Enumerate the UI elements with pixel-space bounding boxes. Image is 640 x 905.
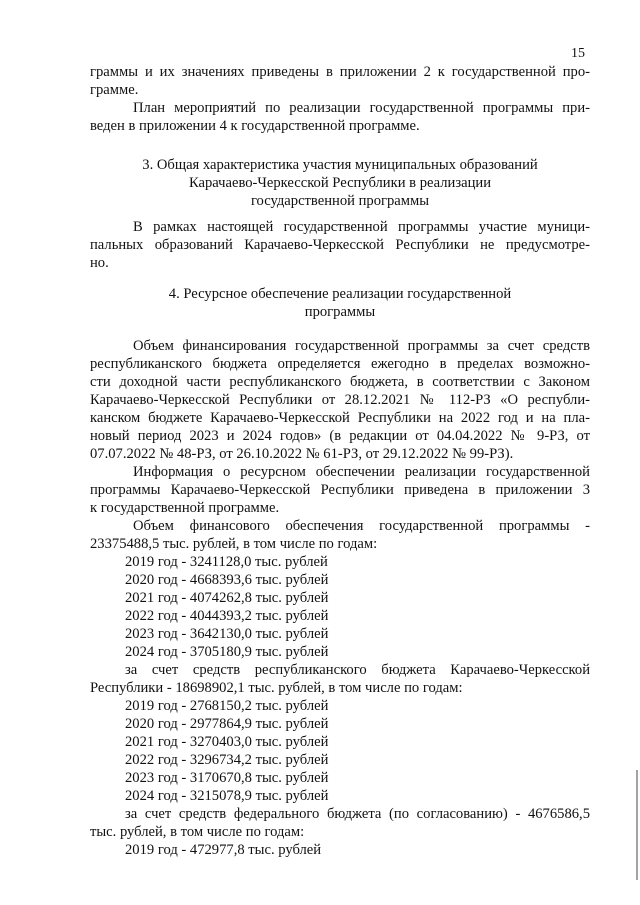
text-line: республиканского бюджета определяется ежегодно в пределах возможно- bbox=[90, 356, 590, 372]
text-line: за счет средств республиканского бюджета Карачаево-Черкесской bbox=[125, 662, 590, 678]
text-line: 3. Общая характеристика участия муниципальных образований bbox=[142, 157, 538, 173]
text-line: 2020 год - 2977864,9 тыс. рублей bbox=[125, 716, 329, 732]
text-line: Республики - 18698902,1 тыс. рублей, в том числе по годам: bbox=[90, 680, 463, 696]
text-line: Карачаево-Черкесской Республики в реализации bbox=[188, 175, 492, 191]
text-line: пальных образований Карачаево-Черкесской Республики не предусмотре- bbox=[90, 237, 590, 253]
text-line: канском бюджете Карачаево-Черкесской Республики на 2022 год и на пла- bbox=[90, 410, 590, 426]
text-line: 23375488,5 тыс. рублей, в том числе по годам: bbox=[90, 536, 378, 552]
text-line: 2019 год - 2768150,2 тыс. рублей bbox=[125, 698, 329, 714]
text-line: программы bbox=[304, 304, 376, 320]
text-line: грамме. bbox=[90, 82, 139, 98]
text-line: 07.07.2022 № 48-РЗ, от 26.10.2022 № 61-РЗ, от 29.12.2022 № 99-РЗ). bbox=[90, 446, 514, 462]
text-line: 2019 год - 472977,8 тыс. рублей bbox=[125, 842, 322, 858]
text-line: Объем финансирования государственной программы за счет средств bbox=[133, 338, 590, 354]
text-line: 2022 год - 3296734,2 тыс. рублей bbox=[125, 752, 329, 768]
text-line: 4. Ресурсное обеспечение реализации государственной bbox=[168, 286, 512, 302]
text-line: 2023 год - 3642130,0 тыс. рублей bbox=[125, 626, 329, 642]
text-line: но. bbox=[90, 255, 109, 271]
text-line: 2021 год - 3270403,0 тыс. рублей bbox=[125, 734, 329, 750]
text-line: новый период 2023 и 2024 годов» (в редакции от 04.04.2022 № 9-РЗ, от bbox=[90, 428, 590, 444]
text-line: тыс. рублей, в том числе по годам: bbox=[90, 824, 305, 840]
text-line: сти доходной части республиканского бюджета, в соответствии с Законом bbox=[90, 374, 590, 390]
text-line: Карачаево-Черкесской Республики от 28.12.2021 № 112-РЗ «О республи- bbox=[90, 392, 590, 408]
text-line: 2022 год - 4044393,2 тыс. рублей bbox=[125, 608, 329, 624]
text-line: к государственной программе. bbox=[90, 500, 280, 516]
text-line: 2020 год - 4668393,6 тыс. рублей bbox=[125, 572, 329, 588]
text-line: веден в приложении 4 к государственной программе. bbox=[90, 118, 420, 134]
text-line: Объем финансового обеспечения государственной программы - bbox=[133, 518, 590, 534]
text-line: 2023 год - 3170670,8 тыс. рублей bbox=[125, 770, 329, 786]
text-line: План мероприятий по реализации государственной программы при- bbox=[133, 100, 590, 116]
scan-edge-mark bbox=[636, 770, 638, 880]
text-line: программы Карачаево-Черкесской Республики приведена в приложении 3 bbox=[90, 482, 590, 498]
text-line: 2019 год - 3241128,0 тыс. рублей bbox=[125, 554, 328, 570]
text-line: 2024 год - 3705180,9 тыс. рублей bbox=[125, 644, 329, 660]
text-line: В рамках настоящей государственной программы участие муници- bbox=[133, 219, 590, 235]
text-line: Информация о ресурсном обеспечении реализации государственной bbox=[133, 464, 590, 480]
text-line: государственной программы bbox=[250, 193, 430, 209]
text-line: 2021 год - 4074262,8 тыс. рублей bbox=[125, 590, 329, 606]
page-number: 15 bbox=[571, 46, 585, 61]
text-line: за счет средств федерального бюджета (по согласованию) - 4676586,5 bbox=[125, 806, 590, 822]
text-line: граммы и их значениях приведены в приложении 2 к государственной про- bbox=[90, 64, 590, 80]
text-line: 2024 год - 3215078,9 тыс. рублей bbox=[125, 788, 329, 804]
